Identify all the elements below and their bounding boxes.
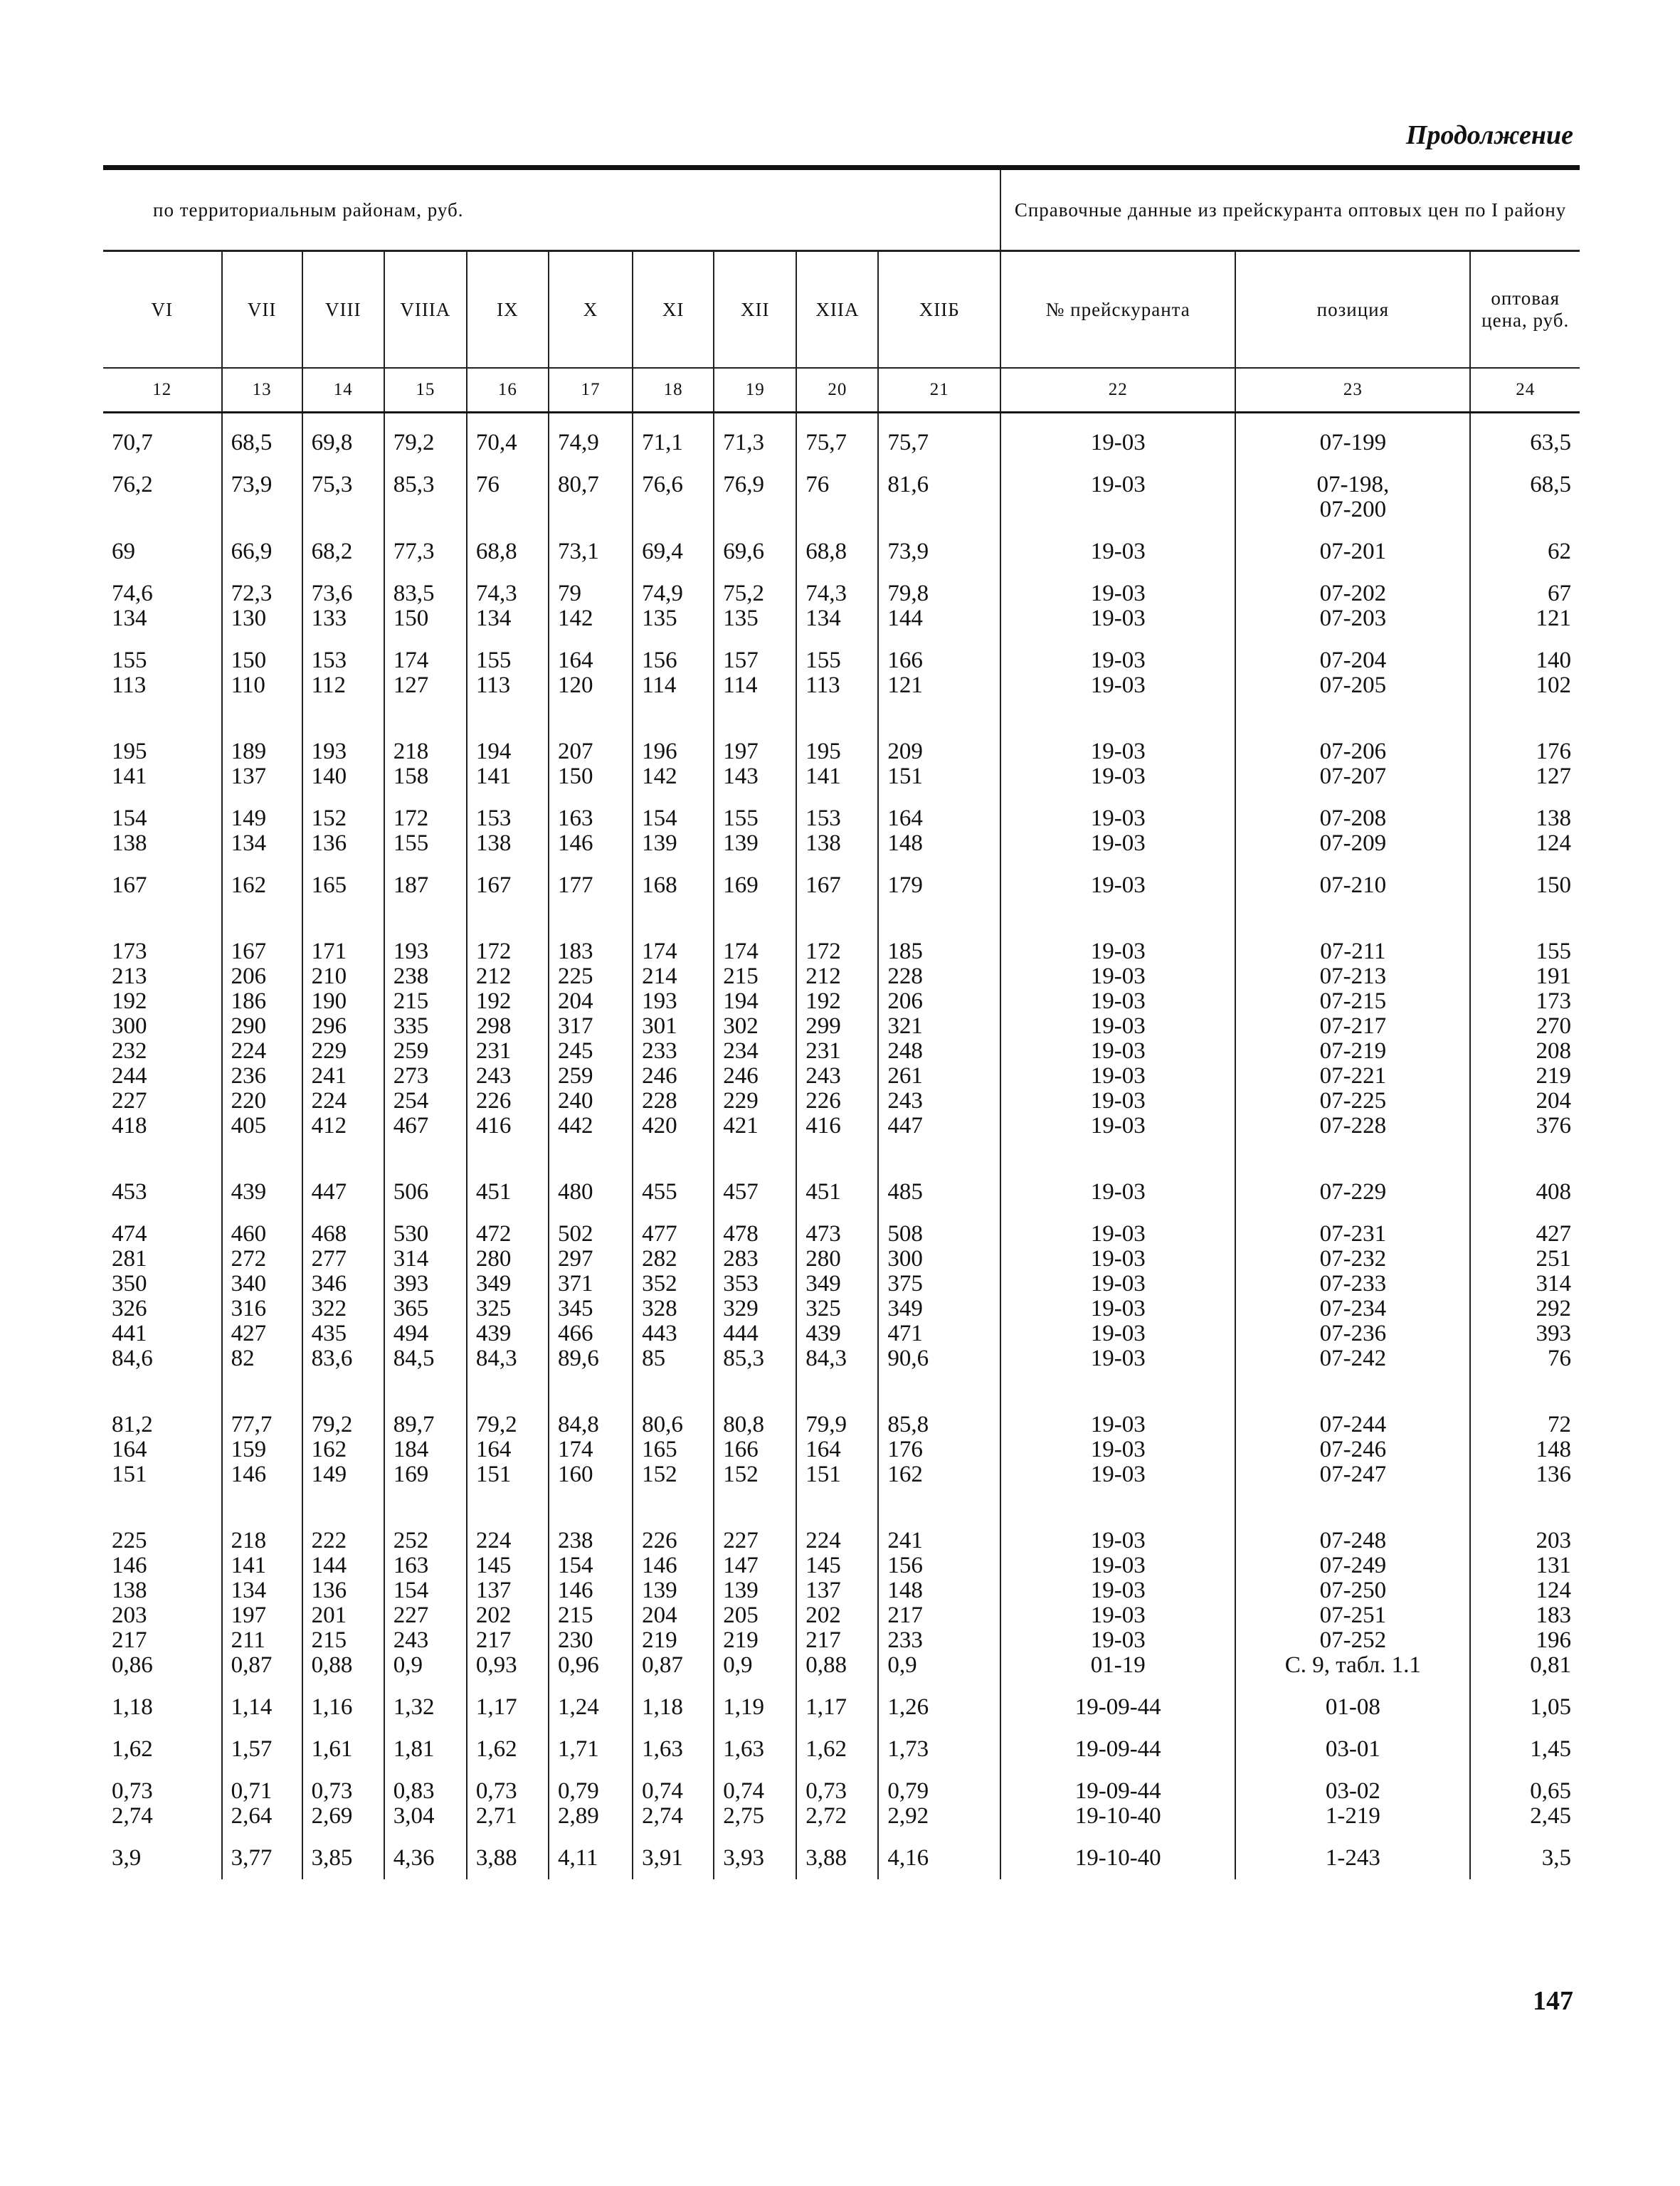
table-cell: 19-03 19-03 [1000,707,1235,798]
table-cell: 79,2 164 151 [467,1380,549,1496]
table-cell: 79,9 164 151 [796,1380,878,1496]
table-row [103,1728,1580,1770]
table-cell: 1,19 [714,1686,796,1728]
table-cell: 84,8 174 160 [549,1380,633,1496]
table-cell: 79,8 144 [878,573,1000,640]
table-cell: 68,2 [302,531,384,573]
table-cell: 468 277 346 322 435 83,6 [302,1213,384,1380]
table-cell: 225 146 138 203 217 0,86 [112,1528,153,1678]
table-cell: 03-01 [1235,1728,1470,1770]
table-row [103,1380,1580,1496]
table-cell: 1,26 [878,1686,1000,1728]
table-cell: 502 297 371 345 466 89,6 [549,1213,633,1380]
table-cell: 74,9 [549,413,633,465]
table-cell: 19-09-44 [1000,1686,1235,1728]
table-cell: 1,16 [302,1686,384,1728]
table-cell: 1,62 [796,1728,878,1770]
table-cell: 153 138 [796,798,878,865]
table-cell: 77,7 159 146 [222,1380,302,1496]
table-cell: 150 [1470,865,1580,907]
table-cell: 153 138 [467,798,549,865]
table-cell: 19-03 [1000,865,1235,907]
table-cell: 222 144 136 201 215 0,88 [302,1496,384,1686]
table-cell: 68,5 [1470,464,1580,531]
table-cell: 3,93 [714,1837,796,1879]
table-cell: 74,6 134 [112,581,153,631]
table-cell: 138 124 [1470,798,1580,865]
table-cell: 74,3 134 [467,573,549,640]
table-cell: 187 [384,865,467,907]
table-cell: 4,36 [384,1837,467,1879]
table-cell: 193 238 215 335 259 273 254 467 [384,907,467,1147]
column-number: 20 [796,368,878,413]
table-cell: 174 127 [384,640,467,707]
column-header: VII [222,251,302,369]
table-cell: 73,1 [549,531,633,573]
table-cell: 1,61 [302,1728,384,1770]
table-cell: 79,2 [384,413,467,465]
table-cell: 19-03 [1000,531,1235,573]
table-cell: 224 145 137 202 217 0,93 [467,1496,549,1686]
table-cell: 207 150 [549,707,633,798]
table-cell: 19-03 [1000,464,1235,531]
table-cell: 80,6 165 152 [633,1380,714,1496]
table-cell: 3,5 [1470,1837,1580,1879]
table-cell: 68,5 [222,413,302,465]
table-cell: 453 [112,1179,147,1205]
column-header: VI [103,251,222,369]
table-cell: 07-211 07-213 07-215 07-217 07-219 07-221 07-225 07-228 [1235,907,1470,1147]
table-cell: 171 210 190 296 229 241 224 412 [302,907,384,1147]
table-cell: 80,7 [549,464,633,531]
table-row [103,707,1580,798]
table-cell: 68,8 [467,531,549,573]
table-cell: 1,73 [878,1728,1000,1770]
table-row [103,865,1580,907]
table-cell: 177 [549,865,633,907]
column-header: XIIA [796,251,878,369]
table-cell: 157 114 [714,640,796,707]
column-number: 21 [878,368,1000,413]
table-cell: 152 136 [302,798,384,865]
table-cell: 196 142 [633,707,714,798]
table-cell: 81,2 164 151 [112,1412,153,1487]
table-cell: 154 138 [112,806,147,856]
table-cell: 3,9 [112,1845,142,1871]
table-cell: 70,4 [467,413,549,465]
table-cell: 3,88 [796,1837,878,1879]
table-cell: 0,71 2,64 [222,1770,302,1837]
table-row [103,413,1580,465]
table-cell: 472 280 349 325 439 84,3 [467,1213,549,1380]
column-number: 15 [384,368,467,413]
column-number: 22 [1000,368,1235,413]
table-cell: 71,1 [633,413,714,465]
table-cell: 1,18 [633,1686,714,1728]
table-cell: 07-244 07-246 07-247 [1235,1380,1470,1496]
table-cell: 07-248 07-249 07-250 07-251 07-252 С. 9, табл. 1.1 [1235,1496,1470,1686]
table-cell: 140 102 [1470,640,1580,707]
table-cell: 79,2 162 149 [302,1380,384,1496]
table-cell: 460 272 340 316 427 82 [222,1213,302,1380]
table-cell: 4,16 [878,1837,1000,1879]
table-cell: 1,57 [222,1728,302,1770]
table-cell: 19-03 [1000,1147,1235,1213]
column-header: оптовая цена, руб. [1470,251,1580,369]
column-header: X [549,251,633,369]
table-cell: 155 113 [467,640,549,707]
table-cell: 478 283 353 329 444 85,3 [714,1213,796,1380]
table-cell: 154 139 [633,798,714,865]
table-cell: 76 [467,464,549,531]
table-cell: 480 [549,1147,633,1213]
table-cell: 19-03 19-03 19-03 19-03 19-03 19-03 19-03 19-03 [1000,907,1235,1147]
table-cell: 508 300 375 349 471 90,6 [878,1213,1000,1380]
table-cell: 183 225 204 317 245 259 240 442 [549,907,633,1147]
table-cell: 77,3 [384,531,467,573]
table-cell: 451 [467,1147,549,1213]
table-cell: 167 206 186 290 224 236 220 405 [222,907,302,1147]
table-cell: 427 251 314 292 393 76 [1470,1213,1580,1380]
table-row [103,1213,1580,1380]
table-cell: 67 121 [1470,573,1580,640]
region-group-title: по территориальным районам, руб. [103,168,1000,251]
table-cell: 150 110 [222,640,302,707]
table-cell: 70,7 [112,430,153,455]
table-cell: 0,74 2,75 [714,1770,796,1837]
table-row [103,1686,1580,1728]
table-cell: 167 [796,865,878,907]
table-cell: 75,2 135 [714,573,796,640]
table-cell: 76 [796,464,878,531]
table-cell: 530 314 393 365 494 84,5 [384,1213,467,1380]
table-cell: 165 [302,865,384,907]
table-cell: 162 [222,865,302,907]
table-cell: 01-08 [1235,1686,1470,1728]
column-number: 17 [549,368,633,413]
table-cell: 252 163 154 227 243 0,9 [384,1496,467,1686]
table-cell: 07-204 07-205 [1235,640,1470,707]
table-cell: 07-229 [1235,1147,1470,1213]
table-cell: 1,63 [714,1728,796,1770]
table-cell: 07-202 07-203 [1235,573,1470,640]
table-cell: 81,6 [878,464,1000,531]
table-cell: 19-03 19-03 [1000,798,1235,865]
table-cell: 209 151 [878,707,1000,798]
table-cell: 07-198, 07-200 [1235,464,1470,531]
table-cell: 172 212 192 298 231 243 226 416 [467,907,549,1147]
table-cell: 19-09-44 19-10-40 [1000,1770,1235,1837]
table-cell: 0,73 2,69 [302,1770,384,1837]
table-cell: 0,73 2,74 [112,1778,153,1829]
column-number-row [103,368,1580,413]
table-cell: 76,9 [714,464,796,531]
table-cell: 72,3 130 [222,573,302,640]
column-header: VIIIA [384,251,467,369]
table-cell: 477 282 352 328 443 85 [633,1213,714,1380]
table-cell: 79 142 [549,573,633,640]
table-cell: 1,24 [549,1686,633,1728]
table-cell: 0,79 2,92 [878,1770,1000,1837]
table-cell: 0,83 3,04 [384,1770,467,1837]
table-cell: 164 120 [549,640,633,707]
table-cell: 168 [633,865,714,907]
column-number: 24 [1470,368,1580,413]
table-cell: 85,8 176 162 [878,1380,1000,1496]
table-cell: 1,18 [112,1694,153,1720]
table-cell: 153 112 [302,640,384,707]
table-cell: 1,17 [796,1686,878,1728]
table-cell: 75,7 [878,413,1000,465]
table-cell: 19-03 19-03 19-03 19-03 19-03 19-03 [1000,1213,1235,1380]
table-cell: 194 141 [467,707,549,798]
table-row [103,1147,1580,1213]
table-cell: 07-206 07-207 [1235,707,1470,798]
table-cell: 155 113 [796,640,878,707]
table-cell: 73,9 [878,531,1000,573]
table-cell: 408 [1470,1147,1580,1213]
table-cell: 457 [714,1147,796,1213]
table-cell: 0,73 2,72 [796,1770,878,1837]
column-header-row [103,251,1580,369]
table-cell: 69,4 [633,531,714,573]
table-cell: 85,3 [384,464,467,531]
table-cell: 195 141 [112,739,147,789]
table-cell: 19-03 19-03 [1000,640,1235,707]
table-cell: 156 114 [633,640,714,707]
table-cell: 174 214 193 301 233 246 228 420 [633,907,714,1147]
table-cell: 66,9 [222,531,302,573]
column-header: позиция [1235,251,1470,369]
table-cell: 73,9 [222,464,302,531]
table-cell: 80,8 166 152 [714,1380,796,1496]
table-cell: 03-02 1-219 [1235,1770,1470,1837]
table-cell: 164 148 [878,798,1000,865]
table-body [103,413,1580,1880]
table-cell: 3,91 [633,1837,714,1879]
table-cell: 69,6 [714,531,796,573]
table-cell: 218 158 [384,707,467,798]
table-cell: 172 155 [384,798,467,865]
column-header: XIIБ [878,251,1000,369]
column-header: XII [714,251,796,369]
table-cell: 1,17 [467,1686,549,1728]
table-cell: 75,3 [302,464,384,531]
table-cell: 07-208 07-209 [1235,798,1470,865]
table-cell: 166 121 [878,640,1000,707]
table-cell: 0,65 2,45 [1470,1770,1580,1837]
table-cell: 07-231 07-232 07-233 07-234 07-236 07-242 [1235,1213,1470,1380]
table-cell: 167 [112,872,147,898]
header-group-row [103,168,1580,251]
table-cell: 224 145 137 202 217 0,88 [796,1496,878,1686]
table-cell: 506 [384,1147,467,1213]
column-number: 12 [103,368,222,413]
table-cell: 74,3 134 [796,573,878,640]
table-cell: 73,6 133 [302,573,384,640]
table-cell: 76,6 [633,464,714,531]
column-number: 23 [1235,368,1470,413]
table-row [103,1837,1580,1879]
table-row [103,907,1580,1147]
table-cell: 19-10-40 [1000,1837,1235,1879]
table-cell: 485 [878,1147,1000,1213]
table-cell: 455 [633,1147,714,1213]
table-cell: 451 [796,1147,878,1213]
table-row [103,464,1580,531]
table-row [103,1496,1580,1686]
table-cell: 163 146 [549,798,633,865]
table-cell: 89,7 184 169 [384,1380,467,1496]
table-cell: 3,77 [222,1837,302,1879]
table-cell: 439 [222,1147,302,1213]
table-cell: 68,8 [796,531,878,573]
table-cell: 76,2 [112,472,153,497]
table-cell: 179 [878,865,1000,907]
table-cell: 1,71 [549,1728,633,1770]
table-cell: 63,5 [1470,413,1580,465]
table-cell: 149 134 [222,798,302,865]
table-cell: 71,3 [714,413,796,465]
table-cell: 69 [112,539,135,564]
column-number: 19 [714,368,796,413]
table-cell: 1,81 [384,1728,467,1770]
table-row [103,798,1580,865]
table-cell: 474 281 350 326 441 84,6 [112,1221,153,1371]
table-cell: 19-03 19-03 [1000,573,1235,640]
page-number: 147 [1533,1986,1573,2016]
table-row [103,573,1580,640]
column-header: VIII [302,251,384,369]
table-cell: 07-210 [1235,865,1470,907]
table-cell: 0,73 2,71 [467,1770,549,1837]
continued-label: Продолжение [1405,120,1573,150]
table-cell: 1,62 [467,1728,549,1770]
table-cell: 1,05 [1470,1686,1580,1728]
table-cell: 185 228 206 321 248 261 243 447 [878,907,1000,1147]
table-cell: 1,62 [112,1736,153,1762]
table-cell: 167 [467,865,549,907]
table-cell: 1,45 [1470,1728,1580,1770]
table-cell: 218 141 134 197 211 0,87 [222,1496,302,1686]
column-number: 13 [222,368,302,413]
reference-group-title: Справочные данные из прейскуранта оптовых цен по I району [1000,168,1580,251]
table-cell: 72 148 136 [1470,1380,1580,1496]
table-cell: 189 137 [222,707,302,798]
table-cell: 1-243 [1235,1837,1470,1879]
table-cell: 155 139 [714,798,796,865]
table-cell: 176 127 [1470,707,1580,798]
table-cell: 172 212 192 299 231 243 226 416 [796,907,878,1147]
table-cell: 447 [302,1147,384,1213]
table-cell: 169 [714,865,796,907]
table-row [103,531,1580,573]
column-number: 18 [633,368,714,413]
table-cell: 69,8 [302,413,384,465]
column-header: № прейскуранта [1000,251,1235,369]
table-cell: 75,7 [796,413,878,465]
table-cell: 173 213 192 300 232 244 227 418 [112,939,147,1139]
table-cell: 3,88 [467,1837,549,1879]
table-cell: 155 191 173 270 208 219 204 376 [1470,907,1580,1147]
table-cell: 19-09-44 [1000,1728,1235,1770]
table-cell: 193 140 [302,707,384,798]
table-cell: 203 131 124 183 196 0,81 [1470,1496,1580,1686]
table-cell: 62 [1470,531,1580,573]
table-cell: 226 146 139 204 219 0,87 [633,1496,714,1686]
table-cell: 4,11 [549,1837,633,1879]
column-header: IX [467,251,549,369]
column-number: 16 [467,368,549,413]
table-row [103,1770,1580,1837]
table-cell: 74,9 135 [633,573,714,640]
table-cell: 238 154 146 215 230 0,96 [549,1496,633,1686]
column-header: XI [633,251,714,369]
table-cell: 195 141 [796,707,878,798]
table-cell: 155 113 [112,648,147,698]
table-cell: 1,14 [222,1686,302,1728]
table-cell: 3,85 [302,1837,384,1879]
table-cell: 07-199 [1235,413,1470,465]
table-cell: 19-03 19-03 19-03 19-03 19-03 01-19 [1000,1496,1235,1686]
table-cell: 241 156 148 217 233 0,9 [878,1496,1000,1686]
price-table [103,165,1580,1879]
table-cell: 0,74 2,74 [633,1770,714,1837]
table-cell: 19-03 [1000,413,1235,465]
table-cell: 07-201 [1235,531,1470,573]
table-cell: 197 143 [714,707,796,798]
table-cell: 83,5 150 [384,573,467,640]
table-cell: 473 280 349 325 439 84,3 [796,1213,878,1380]
table-cell: 174 215 194 302 234 246 229 421 [714,907,796,1147]
price-table-wrapper [103,165,1580,1879]
column-number: 14 [302,368,384,413]
table-cell: 19-03 19-03 19-03 [1000,1380,1235,1496]
table-cell: 1,32 [384,1686,467,1728]
table-cell: 1,63 [633,1728,714,1770]
table-cell: 227 147 139 205 219 0,9 [714,1496,796,1686]
table-row [103,640,1580,707]
table-cell: 0,79 2,89 [549,1770,633,1837]
